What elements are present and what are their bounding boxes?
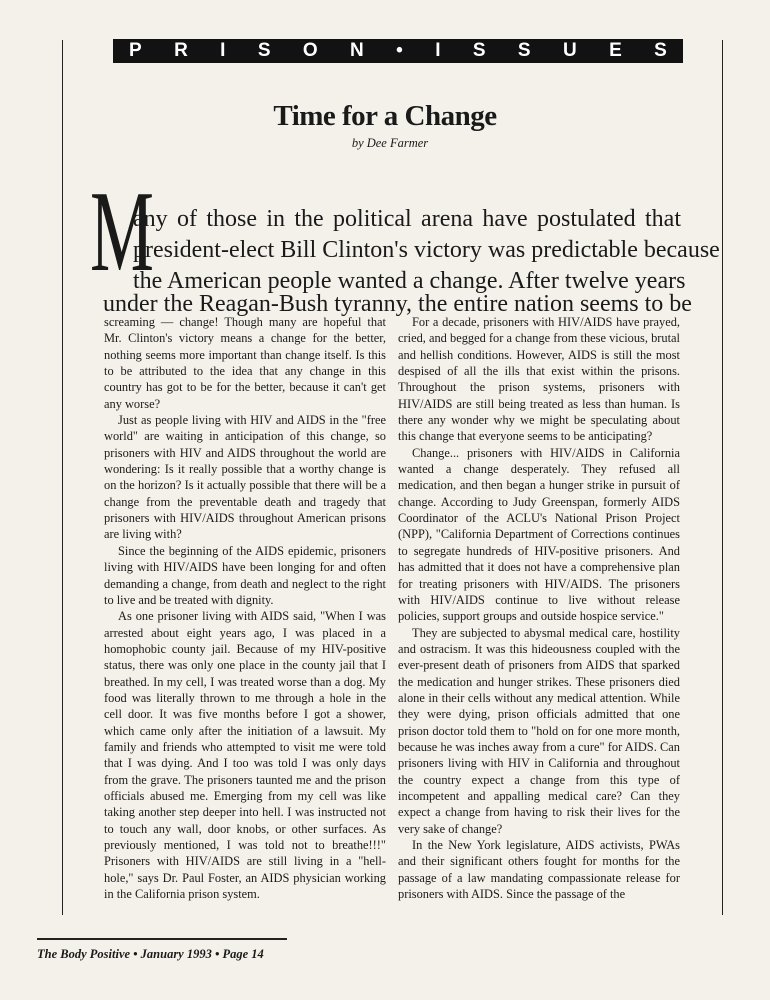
drop-cap: M [90, 168, 154, 296]
article-title: Time for a Change [273, 100, 497, 132]
banner-letter: N [350, 40, 364, 61]
left-text-column [104, 314, 386, 908]
banner-letter: S [472, 40, 486, 61]
lead-paragraph [133, 204, 720, 297]
lead-line: president-elect Bill Clinton's victory was predictable because [133, 237, 720, 263]
banner-letter: I [220, 40, 226, 61]
section-banner [113, 39, 683, 63]
right-text-column [398, 314, 680, 908]
banner-letter: R [174, 40, 188, 61]
lead-line: any of those in the political arena have postulated that [133, 206, 681, 232]
body-paragraph: Just as people living with HIV and AIDS in the "free world" are waiting in anticipation of this change, so prisoners with HIV and AIDS throughout the world are wondering: Is it really possible that a worthy change is on the horizon? Is it actually possible that there will be a change from the preventable death and tragedy that prisoners with HIV/AIDS throughout American prisons are living with? [104, 413, 386, 542]
banner-letter: U [562, 40, 577, 61]
body-paragraph: As one prisoner living with AIDS said, "When I was arrested about eight years ago, I was placed in a homophobic county jail. Because of my HIV-positive status, there was only one place in the county jail that I breathed. In my cell, I was treated worse than a dog. My food was literally thrown to me through a hole in the cell door. It was five months before I got a shower, which came only after the initiation of a lawsuit. My family and friends who attempted to visit me were told that I was dying. And I too was told I was only days from the grave. The prisoners taunted me and the prison officials abused me. Emerging from my cell was like taking another step deeper into hell. I was instructed not to touch any wall, door knobs, or other surfaces. As previously mentioned, I was told not to breathe!!!" Prisoners with HIV/AIDS are still living in a "hell-hole," says Dr. Paul Foster, an AIDS physician working in the California prison system. [104, 609, 386, 902]
banner-letter: S [257, 40, 271, 61]
footer-rule [37, 938, 287, 940]
banner-letter: P [129, 40, 142, 61]
banner-letter: S [517, 40, 531, 61]
body-paragraph: Change... prisoners with HIV/AIDS in California wanted a change desperately. They refused all medication, and then began a hunger strike in pursuit of change. According to Judy Greenspan, formerly AIDS Coordinator of the ACLU's National Prison Project (NPP), "California Department of Corrections continues to segregate hundreds of HIV-positive prisoners. And has admitted that it does not have a comprehensive plan for treating prisoners with HIV/AIDS. The prisoners with HIV/AIDS continue to live without release policies, support groups and outside hospice service." [398, 445, 680, 624]
left-column-rule [62, 40, 63, 915]
right-column-rule [722, 40, 723, 915]
body-paragraph: screaming — change! Though many are hopeful that Mr. Clinton's victory means a change for the better, nothing seems more important than change itself. Is this to be attributed to the idea that any change in this country has got to be for the better, because it can't get any worse? [104, 315, 386, 411]
banner-separator: • [396, 40, 403, 61]
body-paragraph: In the New York legislature, AIDS activists, PWAs and their significant others fought for months for the passage of a law mandating compassionate release for prisoners with AIDS. Since the passage of the [398, 838, 680, 902]
banner-letter: I [435, 40, 441, 61]
article-byline: by Dee Farmer [351, 136, 429, 150]
banner-letter: E [609, 40, 622, 61]
banner-letter: O [302, 40, 318, 61]
page-footer: The Body Positive • January 1993 • Page 14 [37, 947, 264, 961]
lead-line: the American people wanted a change. After twelve years [133, 268, 686, 294]
body-paragraph: Since the beginning of the AIDS epidemic, prisoners living with HIV/AIDS have been longing for and often demanding a change, from death and neglect to the right to live and be treated with dignity. [104, 543, 386, 607]
banner-letter: S [654, 40, 667, 61]
lead-line-full-width: under the Reagan-Bush tyranny, the entire nation seems to be [103, 291, 692, 317]
body-paragraph: They are subjected to abysmal medical care, hostility and ostracism. It was this hideousness coupled with the ever-present death of prisoners from AIDS that sparked the medication and hunger strikes. These prisoners died alone in their cells without any medical attention. While they were dying, prison officials admitted that one prison doctor told them to "hold on for one more month, because he was inches away from a cure" for AIDS. Can prisoners living with HIV in California and throughout the country expect a change from this type of incompetent and appalling medical care? Can they expect a change from having to risk their lives for the very sake of change? [398, 625, 680, 836]
body-paragraph: For a decade, prisoners with HIV/AIDS have prayed, cried, and begged for a change from these vicious, brutal and hellish conditions. However, AIDS is still the most despised of all the ills that exist within the prisons. Throughout the prison systems, prisoners with HIV/AIDS are still being treated as less than human. Is there any wonder why we might be speculating about this change that everyone seems to be anticipating? [398, 315, 680, 444]
